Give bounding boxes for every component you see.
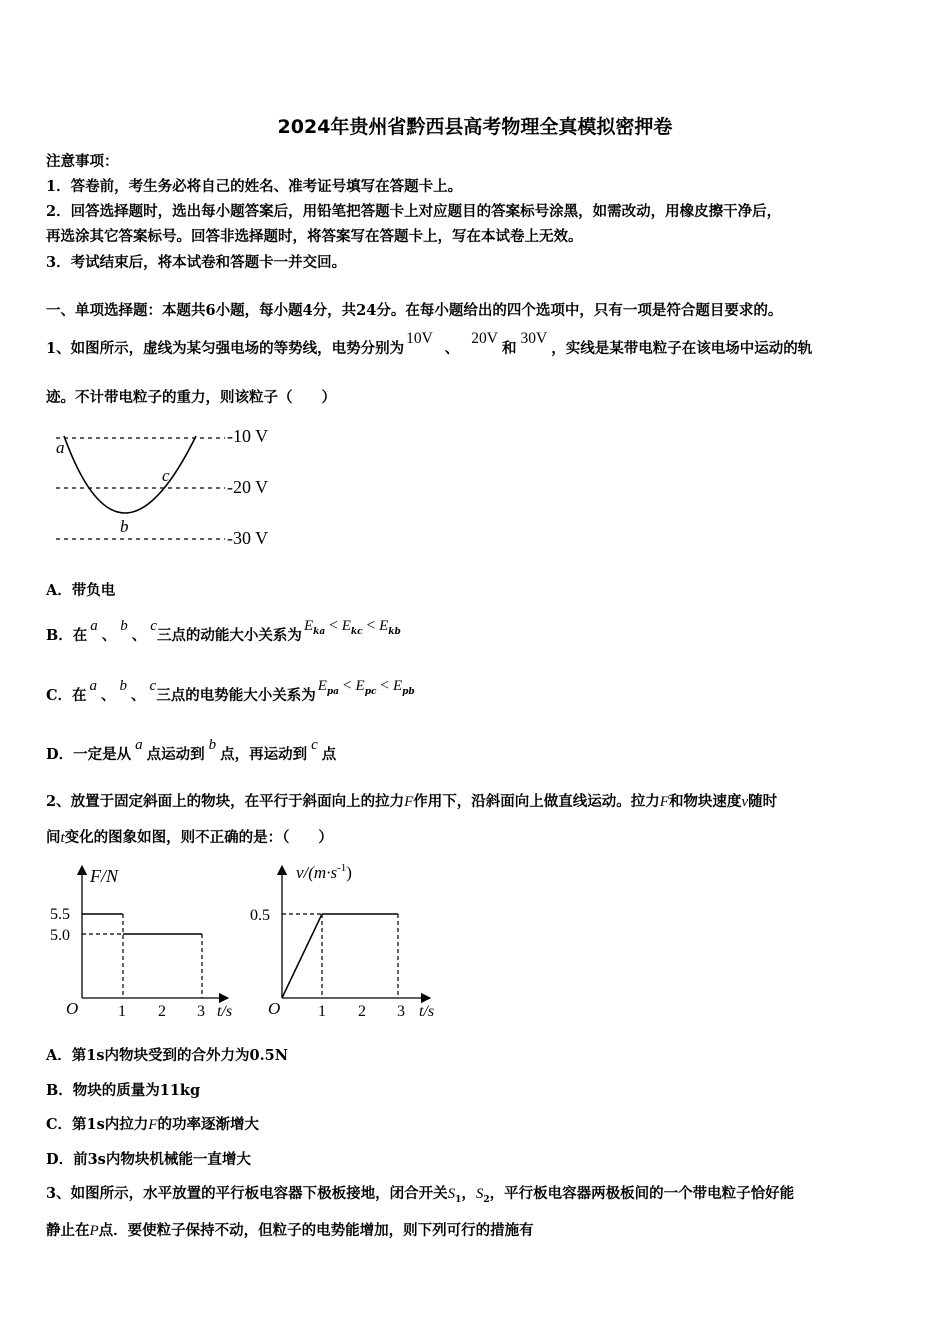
potential-label: -10 V xyxy=(227,426,269,446)
section-heading: 一、单项选择题：本题共6小题，每小题4分，共24分。在每小题给出的四个选项中，只有一项是符合题目要求的。 xyxy=(46,302,783,319)
potential-label: -30 V xyxy=(227,528,269,548)
velocity-segment xyxy=(282,914,322,998)
notice-item: 3．考试结束后，将本试卷和答题卡一并交回。 xyxy=(46,254,347,271)
x-tick: 2 xyxy=(158,1003,166,1020)
x-tick: 3 xyxy=(397,1003,405,1020)
q2-option-c: C．第1s内拉力F的功率逐渐增大 xyxy=(46,1116,259,1133)
x-tick: 1 xyxy=(118,1003,126,1020)
point-label: a xyxy=(56,438,65,457)
q1-option-b: B．在a、b、c三点的动能大小关系为$E_{ka} < E_{kc} < E_{kb}$ xyxy=(46,617,401,644)
q1-stem: 1、如图所示，虚线为某匀强电场的等势线，电势分别为10V、20V和30V，实线是某带电粒子在该电场中运动的轨 xyxy=(46,330,813,357)
origin-label: O xyxy=(66,999,79,1018)
q3-stem: 3、如图所示，水平放置的平行板电容器下极板接地，闭合开关$S_1$，$S_2$，平行板电容器两极板间的一个带电粒子恰好能 xyxy=(46,1185,795,1205)
x-tick: 1 xyxy=(318,1003,326,1020)
q1-stem-line2: 迹。不计带电粒子的重力，则该粒子（ ） xyxy=(46,389,336,406)
x-tick: 3 xyxy=(197,1003,205,1020)
velocity-time-graph xyxy=(244,856,449,1028)
q1-option-c: C．在a、b、c三点的电势能大小关系为$E_{pa} < E_{pc} < E_{pb}$ xyxy=(46,677,415,704)
q2-stem: 2、放置于固定斜面上的物块，在平行于斜面向上的拉力F作用下，沿斜面向上做直线运动。拉力F和物块速度v随时 xyxy=(46,793,778,810)
x-tick: 2 xyxy=(358,1003,366,1020)
q1-option-a: A．带负电 xyxy=(46,582,116,599)
origin-label: O xyxy=(268,999,281,1018)
x-axis-label: t/s xyxy=(217,1003,233,1020)
point-label: c xyxy=(162,466,170,485)
y-axis-label: $v/(m\cdot s^{-1})$ xyxy=(296,862,352,882)
particle-trajectory xyxy=(64,436,196,513)
notice-heading: 注意事项： xyxy=(46,153,119,170)
q3-stem-line2: 静止在P点．要使粒子保持不动，但粒子的电势能增加，则下列可行的措施有 xyxy=(46,1222,534,1239)
y-tick: 5.0 xyxy=(50,927,70,944)
y-axis-label: F/N xyxy=(90,866,119,886)
page-title: 2024年贵州省黔西县高考物理全真模拟密押卷 xyxy=(277,116,673,138)
notice-item: 1．答卷前，考生务必将自己的姓名、准考证号填写在答题卡上。 xyxy=(46,178,463,195)
point-label: b xyxy=(120,517,129,536)
q2-option-b: B．物块的质量为11kg xyxy=(46,1082,201,1099)
y-tick: 0.5 xyxy=(250,907,270,924)
equipotential-diagram xyxy=(50,420,280,555)
x-axis-label: t/s xyxy=(419,1003,435,1020)
y-tick: 5.5 xyxy=(50,906,70,923)
q2-stem-line2: 间t变化的图象如图，则不正确的是：（ ） xyxy=(46,829,333,846)
potential-label: -20 V xyxy=(227,477,269,497)
notice-item: 2．回答选择题时，选出每小题答案后，用铅笔把答题卡上对应题目的答案标号涂黑，如需改动，用橡皮擦干净后， xyxy=(46,203,782,220)
q2-option-a: A．第1s内物块受到的合外力为0.5N xyxy=(46,1047,288,1064)
force-time-graph xyxy=(44,858,244,1028)
q1-option-d: D．一定是从a点运动到b点，再运动到c点 xyxy=(46,737,337,763)
q2-option-d: D．前3s内物块机械能一直增大 xyxy=(46,1151,251,1168)
notice-item: 再选涂其它答案标号。回答非选择题时，将答案写在答题卡上，写在本试卷上无效。 xyxy=(46,228,583,245)
